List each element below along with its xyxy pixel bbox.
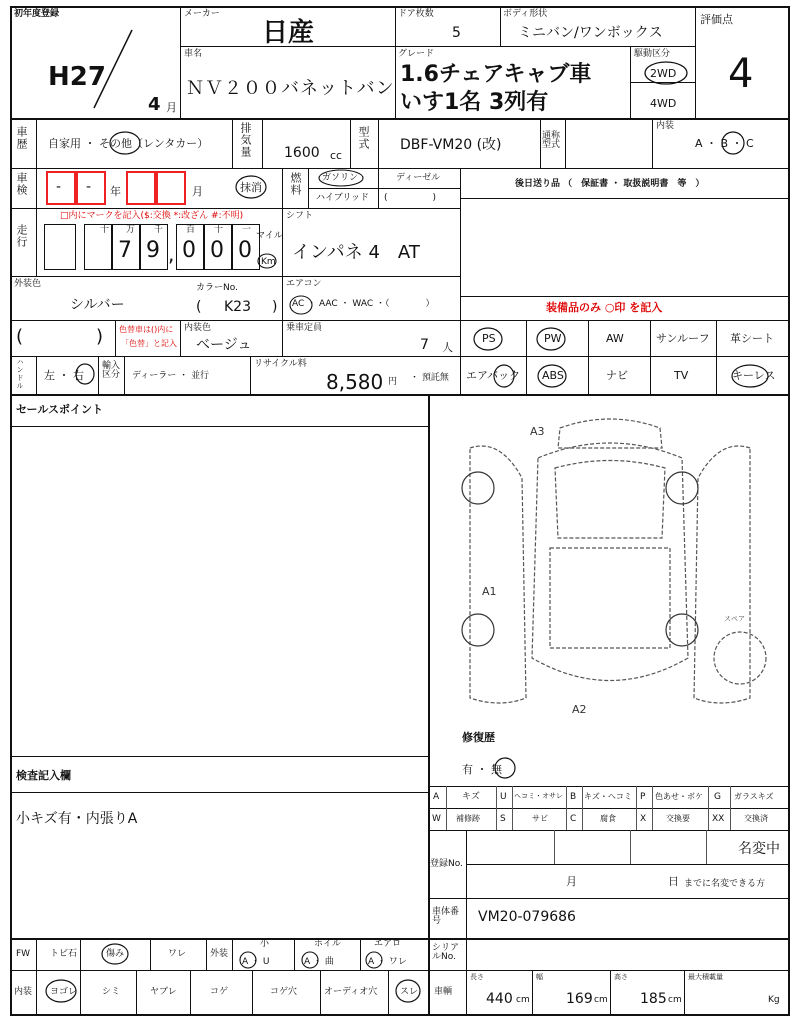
unit-label-5: 一 bbox=[242, 225, 252, 235]
equip-tv[interactable]: TV bbox=[674, 369, 689, 382]
slash-mark bbox=[90, 28, 140, 110]
handle-circle bbox=[74, 362, 96, 386]
legend-r2-9: 交換済 bbox=[744, 814, 768, 823]
int-burn: コゲ bbox=[210, 987, 229, 997]
int-tear: ヤブレ bbox=[150, 987, 177, 997]
legend-r1-2: U bbox=[500, 792, 507, 802]
odometer-digit-2: 0 bbox=[182, 238, 196, 263]
int-scuff: スレ bbox=[400, 987, 419, 997]
fuel-hybrid: ハイブリッド bbox=[316, 193, 370, 203]
unit-label-3: 百 bbox=[186, 225, 196, 235]
recycle-value: 8,580 bbox=[326, 370, 384, 394]
vin-label: 車体番号 bbox=[432, 907, 460, 926]
width-label: 幅 bbox=[536, 973, 543, 981]
legend-r2-0: W bbox=[432, 814, 441, 824]
small-value: A ・ U bbox=[242, 957, 270, 967]
reg-day-unit: 日 bbox=[668, 875, 679, 888]
color-no-open: ( bbox=[196, 299, 202, 315]
yen-unit: 円 bbox=[388, 377, 398, 387]
km-label: Km bbox=[261, 257, 276, 267]
legend-r2-7: 交換要 bbox=[666, 814, 690, 823]
dash-2: - bbox=[86, 179, 92, 195]
mileage-label: 走行 bbox=[15, 224, 28, 248]
length-unit: cm bbox=[516, 995, 530, 1005]
unit-label-0: 十 bbox=[100, 225, 110, 235]
import-value: ディーラー ・ 並行 bbox=[132, 371, 210, 381]
serial-label: シリアルNo. bbox=[432, 943, 460, 962]
common-model-label: 通称型式 bbox=[542, 131, 561, 150]
displacement-value: 1600 bbox=[284, 145, 320, 161]
unit-label-4: 十 bbox=[214, 225, 224, 235]
spare-label: スペア bbox=[724, 615, 745, 623]
odometer-digit-1: 9 bbox=[146, 238, 160, 263]
sales-points-label: セールスポイント bbox=[16, 403, 104, 416]
legend-r1-4: B bbox=[570, 792, 577, 802]
equip-leather[interactable]: 革シート bbox=[730, 332, 774, 345]
inspection-year-unit: 年 bbox=[110, 185, 121, 198]
repaint-paren-close: ) bbox=[96, 326, 104, 347]
carname-value: ＮＶ２００バネットバン bbox=[186, 78, 395, 99]
drive-2wd: 2WD bbox=[650, 67, 677, 80]
length-value: 440 bbox=[486, 991, 513, 1007]
fuel-label: 燃料 bbox=[289, 172, 302, 196]
damage-mark-a3: A3 bbox=[530, 425, 545, 438]
inspection-month-unit: 月 bbox=[192, 185, 203, 198]
dash-1: - bbox=[56, 179, 62, 195]
handle-label: ハンドル bbox=[16, 358, 24, 390]
odometer-digit-4: 0 bbox=[238, 238, 252, 263]
equip-keyless[interactable]: キーレス bbox=[732, 369, 776, 382]
aero-label: エアロ bbox=[374, 939, 402, 949]
reg-month: 4 bbox=[148, 94, 161, 115]
fw-label: FW bbox=[16, 949, 31, 959]
legend-r1-7: 色あせ・ボケ bbox=[655, 792, 703, 801]
aircon-value: AC ・ AAC ・ WAC ・（ ） bbox=[292, 299, 435, 309]
fuel-other: ( ) bbox=[384, 193, 437, 203]
drive-label: 駆動区分 bbox=[634, 49, 671, 59]
carname-label: 車名 bbox=[184, 49, 203, 59]
docs-label: 後日送り品 （ 保証書 ・ 取扱説明書 等 ） bbox=[515, 179, 705, 189]
damage-mark-a1: A1 bbox=[482, 585, 497, 598]
ext-color-value: シルバー bbox=[70, 297, 125, 313]
int-color-value: ベージュ bbox=[196, 337, 252, 353]
odometer-digit-3: 0 bbox=[210, 238, 224, 263]
history-value: 自家用 ・ その他（レンタカー） bbox=[48, 137, 209, 150]
legend-r1-9: ガラスキズ bbox=[734, 792, 774, 801]
color-no-value: K23 bbox=[224, 299, 251, 315]
capacity-value: 7 bbox=[420, 337, 429, 353]
reg-month-unit-2: 月 bbox=[566, 875, 577, 888]
inspection-end: 抹消 bbox=[240, 181, 262, 194]
equip-ps[interactable]: PS bbox=[482, 332, 496, 345]
grade-line2: いす1名 3列有 bbox=[400, 90, 549, 115]
end-circle bbox=[234, 174, 268, 200]
unit-label-1: 万 bbox=[126, 225, 136, 235]
legend-r2-4: C bbox=[570, 814, 577, 824]
exterior-label: 外装 bbox=[210, 949, 229, 959]
inspection-month-box-1[interactable] bbox=[126, 171, 156, 205]
grade-line1: 1.6チェアキャブ車 bbox=[400, 62, 592, 87]
fw-stone: トビ石 bbox=[50, 949, 78, 959]
history-circle bbox=[108, 130, 142, 156]
unit-label-2: 千 bbox=[154, 225, 164, 235]
repair-label: 修復歴 bbox=[462, 731, 495, 744]
legend-r2-5: 腐食 bbox=[600, 814, 616, 823]
legend-r2-2: S bbox=[500, 814, 506, 824]
height-value: 185 bbox=[640, 991, 667, 1007]
legend-r1-0: A bbox=[433, 792, 440, 802]
legend-r1-3: ヘコミ・オサレ bbox=[514, 792, 563, 800]
wheel-value: A ・ 曲 bbox=[304, 957, 334, 967]
aircon-circle bbox=[288, 294, 314, 316]
notes-text: 小キズ有・内張りA bbox=[16, 811, 138, 827]
equip-aw[interactable]: AW bbox=[606, 332, 624, 345]
shift-label: シフト bbox=[286, 211, 314, 221]
doors-value: 5 bbox=[452, 25, 461, 41]
equip-circles bbox=[460, 320, 790, 394]
ext-color-label: 外装色 bbox=[14, 279, 42, 289]
reg-month-unit: 月 bbox=[166, 101, 177, 114]
legend-r1-1: キズ bbox=[462, 792, 480, 802]
equip-pw[interactable]: PW bbox=[544, 332, 562, 345]
drive-circle bbox=[643, 60, 689, 86]
int-damage-label: 内装 bbox=[14, 987, 33, 997]
color-no-label: カラーNo. bbox=[196, 283, 238, 293]
equip-abs[interactable]: ABS bbox=[542, 369, 564, 382]
interior-grade-circle bbox=[720, 130, 746, 156]
doors-label: ドア枚数 bbox=[398, 9, 434, 19]
vin-value: VM20-079686 bbox=[478, 909, 576, 925]
capacity-unit: 人 bbox=[442, 341, 453, 354]
interior-grade: A ・ B ・ C bbox=[695, 137, 754, 150]
import-label: 輸入区分 bbox=[102, 361, 121, 380]
legend-r2-3: サビ bbox=[532, 814, 548, 823]
legend-r2-8: XX bbox=[712, 814, 725, 824]
load-unit: Kg bbox=[768, 995, 780, 1005]
mile-label: マイル bbox=[256, 231, 283, 241]
damage-mark-a2: A2 bbox=[572, 703, 587, 716]
fuel-diesel: ディーゼル bbox=[396, 173, 441, 183]
dims-label: 車輌 bbox=[434, 987, 453, 997]
era-year: H27 bbox=[48, 62, 106, 92]
int-dirt: ヨゴレ bbox=[50, 987, 78, 997]
legend-r1-5: キズ・ヘコミ bbox=[584, 792, 632, 801]
km-circle bbox=[256, 252, 278, 270]
repair-value: 有 ・ 無 bbox=[462, 763, 502, 776]
fuel-circle bbox=[316, 168, 366, 188]
int-audio-hole: オーディオ穴 bbox=[324, 987, 378, 997]
name-change-label: 名変中 bbox=[738, 841, 780, 857]
wheel-label: ホイル bbox=[314, 939, 342, 949]
reg-no-label: 登録No. bbox=[430, 859, 463, 869]
model-value: DBF-VM20 (改) bbox=[400, 137, 502, 153]
car-diagram bbox=[430, 398, 790, 718]
repaint-note-1: 色替車は()内に bbox=[119, 325, 174, 334]
height-label: 高さ bbox=[614, 973, 628, 981]
deposit-label: ・ 預託無 bbox=[410, 373, 449, 383]
aero-value: A ・ ワレ bbox=[368, 957, 407, 967]
color-no-close: ) bbox=[272, 299, 278, 315]
score-value: 4 bbox=[728, 51, 754, 97]
handle-value: 左 ・ 右 bbox=[44, 369, 84, 382]
history-label: 車歴 bbox=[15, 126, 28, 150]
int-color-label: 内装色 bbox=[184, 323, 212, 333]
odometer-comma: , bbox=[168, 242, 175, 266]
int-stain: シミ bbox=[102, 987, 121, 997]
body-label: ボディ形状 bbox=[503, 9, 548, 19]
fw-crack: ワレ bbox=[168, 949, 187, 959]
first-reg-label: 初年度登録 bbox=[14, 9, 60, 19]
repair-circle bbox=[493, 756, 517, 780]
fw-damage-circle bbox=[100, 942, 130, 966]
exterior-circles bbox=[232, 950, 428, 970]
legend-r2-1: 補修跡 bbox=[456, 814, 480, 823]
notes-label: 検査記入欄 bbox=[16, 769, 71, 782]
score-label: 評価点 bbox=[700, 13, 733, 26]
width-value: 169 bbox=[566, 991, 593, 1007]
shift-value: インパネ 4 AT bbox=[292, 242, 420, 263]
equip-airbag[interactable]: エアバック bbox=[466, 369, 521, 382]
reg-by-text: までに名変できる方 bbox=[684, 879, 766, 889]
load-label: 最大積載量 bbox=[688, 973, 723, 981]
odometer-digit-0: 7 bbox=[118, 238, 132, 263]
displacement-label: 排気量 bbox=[239, 122, 252, 158]
int-dirt-circle bbox=[44, 978, 78, 1004]
legend-r2-6: X bbox=[640, 814, 647, 824]
legend-r1-6: P bbox=[640, 792, 646, 802]
maker-value: 日産 bbox=[262, 18, 315, 48]
inspection-month-box-2[interactable] bbox=[156, 171, 186, 205]
length-label: 長さ bbox=[470, 973, 484, 981]
equip-sunroof[interactable]: サンルーフ bbox=[656, 332, 710, 345]
cc-unit: cc bbox=[330, 149, 343, 162]
fw-damage: 傷み bbox=[106, 949, 125, 959]
mileage-note: □内にマークを記入($:交換 *:改ざん #:不明) bbox=[60, 211, 244, 221]
drive-4wd: 4WD bbox=[650, 97, 677, 110]
odometer-digit-box-0[interactable] bbox=[44, 224, 76, 270]
maker-label: メーカー bbox=[184, 9, 220, 19]
repaint-note-2: 「色替」と記入 bbox=[121, 339, 177, 348]
model-label: 型式 bbox=[357, 126, 370, 150]
recycle-label: リサイクル料 bbox=[254, 359, 307, 369]
width-unit: cm bbox=[594, 995, 608, 1005]
aircon-label: エアコン bbox=[286, 279, 322, 289]
inspection-label: 車検 bbox=[15, 172, 28, 196]
capacity-label: 乗車定員 bbox=[286, 323, 323, 333]
int-scuff-circle bbox=[394, 978, 422, 1004]
int-burn-hole: コゲ穴 bbox=[270, 987, 298, 997]
repaint-paren-open: ( bbox=[16, 326, 24, 347]
body-value: ミニバン/ワンボックス bbox=[518, 25, 663, 41]
interior-label: 内装 bbox=[656, 121, 675, 131]
equip-header: 装備品のみ ○印 を記入 bbox=[546, 301, 663, 314]
fuel-gas: ガソリン bbox=[322, 173, 359, 183]
legend-r1-8: G bbox=[714, 792, 721, 802]
small-label: 小 bbox=[260, 939, 270, 949]
height-unit: cm bbox=[668, 995, 682, 1005]
grade-label: グレード bbox=[398, 49, 435, 59]
equip-navi[interactable]: ナビ bbox=[606, 369, 628, 382]
